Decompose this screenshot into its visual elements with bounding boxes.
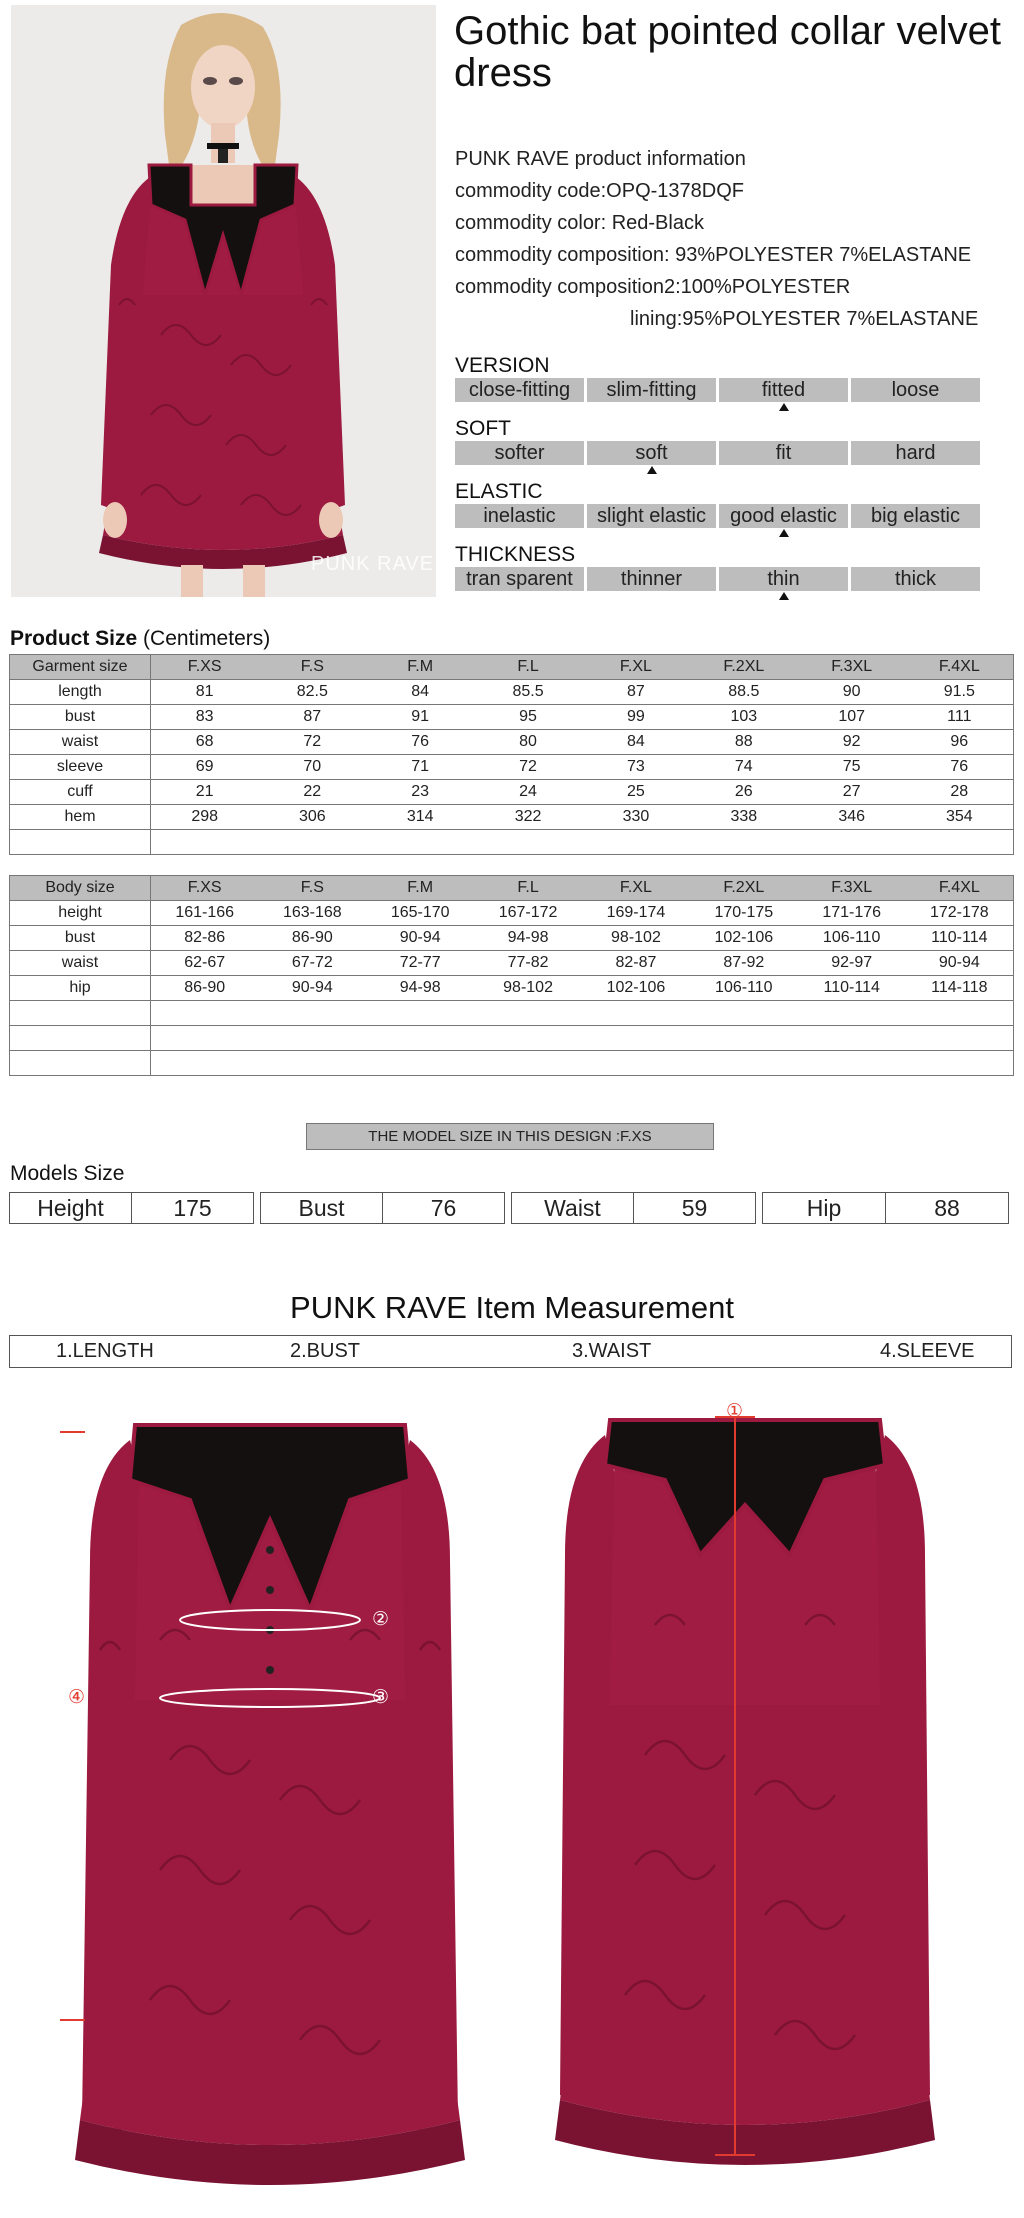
scale-elastic <box>455 481 985 544</box>
model-size-banner: THE MODEL SIZE IN THIS DESIGN :F.XS <box>306 1123 714 1150</box>
table-cell: 86-90 <box>151 976 259 1001</box>
table-cell: 99 <box>582 705 690 730</box>
model-height-label: Height <box>10 1193 132 1223</box>
table-header-cell: F.2XL <box>690 876 798 901</box>
table-cell: 169-174 <box>582 901 690 926</box>
table-cell: 94-98 <box>366 976 474 1001</box>
table-cell: 81 <box>151 680 259 705</box>
table-row <box>10 680 1014 705</box>
choker-shape <box>207 143 239 149</box>
legend-bust: 2.BUST <box>290 1340 361 1362</box>
table-cell: 90 <box>798 680 906 705</box>
scale-option: softer <box>455 441 584 465</box>
scale-label: THICKNESS <box>455 543 576 566</box>
selected-marker-icon <box>647 466 657 474</box>
scale-option: fit <box>719 441 848 465</box>
table-cell: 85.5 <box>474 680 582 705</box>
body-size-table <box>9 875 1014 1076</box>
skirt-shape <box>103 295 343 550</box>
table-row <box>10 976 1014 1001</box>
table-cell: 77-82 <box>474 951 582 976</box>
scale-option: thin <box>719 567 848 591</box>
scale-option: close-fitting <box>455 378 584 402</box>
table-header-cell: F.3XL <box>798 876 906 901</box>
table-cell: hem <box>10 805 151 830</box>
table-cell: 298 <box>151 805 259 830</box>
model-bust <box>260 1192 505 1224</box>
table-empty-row <box>10 830 1014 855</box>
table-header-cell: F.L <box>474 876 582 901</box>
table-cell: 165-170 <box>366 901 474 926</box>
table-cell: 23 <box>366 780 474 805</box>
table-cell: 75 <box>798 755 906 780</box>
table-cell: 91.5 <box>906 680 1014 705</box>
table-cell: 102-106 <box>690 926 798 951</box>
dress-back-illustration <box>545 1395 945 2180</box>
face-shape <box>191 45 255 129</box>
table-cell: waist <box>10 730 151 755</box>
table-cell: 72-77 <box>366 951 474 976</box>
table-cell: 91 <box>366 705 474 730</box>
table-row <box>10 951 1014 976</box>
table-row <box>10 780 1014 805</box>
table-cell: 70 <box>258 755 366 780</box>
table-header-row <box>10 655 1014 680</box>
table-header-cell: Body size <box>10 876 151 901</box>
table-cell: bust <box>10 926 151 951</box>
table-cell: 72 <box>258 730 366 755</box>
legend-sleeve: 4.SLEEVE <box>880 1340 975 1362</box>
product-size-title <box>10 627 270 651</box>
table-cell: 83 <box>151 705 259 730</box>
table-cell: 107 <box>798 705 906 730</box>
table-cell: 330 <box>582 805 690 830</box>
table-cell: 354 <box>906 805 1014 830</box>
table-cell-empty <box>10 1001 151 1026</box>
table-header-cell: F.L <box>474 655 582 680</box>
table-cell: hip <box>10 976 151 1001</box>
table-cell: 92-97 <box>798 951 906 976</box>
table-header-cell: F.XL <box>582 876 690 901</box>
table-cell: 172-178 <box>906 901 1014 926</box>
table-cell: 67-72 <box>258 951 366 976</box>
model-waist <box>511 1192 756 1224</box>
table-header-cell: Garment size <box>10 655 151 680</box>
table-cell: 90-94 <box>906 951 1014 976</box>
table-cell: 306 <box>258 805 366 830</box>
table-header-cell: F.XS <box>151 876 259 901</box>
scale-option: hard <box>851 441 980 465</box>
table-cell: 338 <box>690 805 798 830</box>
table-cell: 71 <box>366 755 474 780</box>
table-row <box>10 926 1014 951</box>
legend-length: 1.LENGTH <box>56 1340 154 1362</box>
scale-option: soft <box>587 441 716 465</box>
table-cell: 96 <box>906 730 1014 755</box>
table-cell: 27 <box>798 780 906 805</box>
table-cell: 92 <box>798 730 906 755</box>
table-header-cell: F.XS <box>151 655 259 680</box>
table-cell-empty <box>151 830 1014 855</box>
table-header-cell: F.S <box>258 876 366 901</box>
table-cell-empty <box>151 1001 1014 1026</box>
table-cell: 167-172 <box>474 901 582 926</box>
scale-option: slim-fitting <box>587 378 716 402</box>
table-cell: 82-87 <box>582 951 690 976</box>
table-header-row <box>10 876 1014 901</box>
table-cell-empty <box>10 1026 151 1051</box>
table-cell: 98-102 <box>474 976 582 1001</box>
table-cell: 322 <box>474 805 582 830</box>
table-cell: 62-67 <box>151 951 259 976</box>
product-info <box>455 143 1020 335</box>
product-photo <box>11 5 436 597</box>
scale-soft <box>455 418 985 481</box>
info-code: commodity code:OPQ-1378DQF <box>455 180 744 202</box>
waist-marker: ③ <box>372 1687 390 1708</box>
scale-option: fitted <box>719 378 848 402</box>
scale-thickness <box>455 544 985 607</box>
selected-marker-icon <box>779 403 789 411</box>
table-row <box>10 730 1014 755</box>
table-header-cell: F.2XL <box>690 655 798 680</box>
table-header-cell: F.M <box>366 876 474 901</box>
table-cell: 73 <box>582 755 690 780</box>
model-waist-value: 59 <box>681 1195 708 1221</box>
table-cell: 28 <box>906 780 1014 805</box>
table-cell: 170-175 <box>690 901 798 926</box>
model-height-value: 175 <box>173 1195 212 1221</box>
table-header-cell: F.3XL <box>798 655 906 680</box>
table-row <box>10 755 1014 780</box>
table-empty-row <box>10 1051 1014 1076</box>
table-cell: 94-98 <box>474 926 582 951</box>
model-hip-label: Hip <box>763 1193 886 1223</box>
table-cell: 88.5 <box>690 680 798 705</box>
table-cell-empty <box>151 1026 1014 1051</box>
scale-option: good elastic <box>719 504 848 528</box>
table-cell: bust <box>10 705 151 730</box>
measurement-title: PUNK RAVE Item Measurement <box>290 1290 734 1325</box>
table-cell-empty <box>151 1051 1014 1076</box>
info-brand: PUNK RAVE product information <box>455 148 746 170</box>
garment-size-table <box>9 654 1014 855</box>
table-cell: 103 <box>690 705 798 730</box>
table-cell: height <box>10 901 151 926</box>
table-cell: sleeve <box>10 755 151 780</box>
table-cell: 25 <box>582 780 690 805</box>
table-cell: 106-110 <box>690 976 798 1001</box>
table-cell: 110-114 <box>906 926 1014 951</box>
table-cell: 90-94 <box>366 926 474 951</box>
table-cell: 111 <box>906 705 1014 730</box>
model-waist-label: Waist <box>512 1193 634 1223</box>
watermark-text: PUNK RAVE <box>311 553 435 575</box>
scale-option: thick <box>851 567 980 591</box>
table-cell: 84 <box>582 730 690 755</box>
table-cell-empty <box>10 830 151 855</box>
table-cell: 161-166 <box>151 901 259 926</box>
table-cell: waist <box>10 951 151 976</box>
table-row <box>10 901 1014 926</box>
table-cell: 346 <box>798 805 906 830</box>
table-cell: 87-92 <box>690 951 798 976</box>
bust-marker: ② <box>372 1609 390 1630</box>
info-color: commodity color: Red-Black <box>455 212 704 234</box>
product-size-heading: Product Size <box>10 627 138 650</box>
table-cell: cuff <box>10 780 151 805</box>
scale-option: loose <box>851 378 980 402</box>
scale-label: ELASTIC <box>455 480 543 503</box>
models-size-label: Models Size <box>10 1162 125 1185</box>
table-header-cell: F.XL <box>582 655 690 680</box>
table-row <box>10 705 1014 730</box>
table-cell: 74 <box>690 755 798 780</box>
table-cell: 314 <box>366 805 474 830</box>
scale-option: big elastic <box>851 504 980 528</box>
attribute-scales <box>455 355 985 607</box>
info-composition2: commodity composition2:100%POLYESTER <box>455 276 851 298</box>
table-cell: 98-102 <box>582 926 690 951</box>
table-header-cell: F.4XL <box>906 655 1014 680</box>
table-cell: 163-168 <box>258 901 366 926</box>
model-height <box>9 1192 254 1224</box>
table-header-cell: F.4XL <box>906 876 1014 901</box>
scale-option: inelastic <box>455 504 584 528</box>
table-cell: 22 <box>258 780 366 805</box>
table-cell: 26 <box>690 780 798 805</box>
table-cell: 106-110 <box>798 926 906 951</box>
table-cell: 114-118 <box>906 976 1014 1001</box>
table-header-cell: F.S <box>258 655 366 680</box>
length-marker: ① <box>726 1401 744 1422</box>
table-cell: 72 <box>474 755 582 780</box>
table-row <box>10 805 1014 830</box>
dress-front-illustration <box>60 1400 480 2205</box>
table-cell: 90-94 <box>258 976 366 1001</box>
scale-label: VERSION <box>455 354 550 377</box>
table-cell: 84 <box>366 680 474 705</box>
table-cell: 21 <box>151 780 259 805</box>
table-cell: 76 <box>906 755 1014 780</box>
table-cell: 76 <box>366 730 474 755</box>
table-cell: 171-176 <box>798 901 906 926</box>
table-cell: 69 <box>151 755 259 780</box>
scale-option: tran sparent <box>455 567 584 591</box>
product-title: Gothic bat pointed collar velvet dress <box>454 9 1001 95</box>
table-cell-empty <box>10 1051 151 1076</box>
table-cell: 68 <box>151 730 259 755</box>
selected-marker-icon <box>779 529 789 537</box>
scale-version <box>455 355 985 418</box>
table-cell: 24 <box>474 780 582 805</box>
table-cell: length <box>10 680 151 705</box>
model-bust-label: Bust <box>261 1193 383 1223</box>
scale-option: slight elastic <box>587 504 716 528</box>
info-lining: lining:95%POLYESTER 7%ELASTANE <box>630 308 979 330</box>
model-hip <box>762 1192 1009 1224</box>
table-cell: 82-86 <box>151 926 259 951</box>
table-cell: 80 <box>474 730 582 755</box>
table-cell: 82.5 <box>258 680 366 705</box>
table-cell: 87 <box>258 705 366 730</box>
model-hip-value: 88 <box>934 1195 960 1221</box>
table-cell: 95 <box>474 705 582 730</box>
product-size-unit: (Centimeters) <box>143 627 271 650</box>
scale-option: thinner <box>587 567 716 591</box>
table-empty-row <box>10 1026 1014 1051</box>
table-cell: 88 <box>690 730 798 755</box>
table-cell: 87 <box>582 680 690 705</box>
table-cell: 86-90 <box>258 926 366 951</box>
sleeve-marker: ④ <box>68 1687 86 1708</box>
selected-marker-icon <box>779 592 789 600</box>
table-header-cell: F.M <box>366 655 474 680</box>
table-cell: 110-114 <box>798 976 906 1001</box>
table-cell: 102-106 <box>582 976 690 1001</box>
scale-label: SOFT <box>455 417 511 440</box>
measurement-legend <box>9 1335 1012 1368</box>
info-composition: commodity composition: 93%POLYESTER 7%ELASTANE <box>455 244 972 266</box>
table-empty-row <box>10 1001 1014 1026</box>
legend-waist: 3.WAIST <box>572 1340 652 1362</box>
model-bust-value: 76 <box>430 1195 457 1221</box>
